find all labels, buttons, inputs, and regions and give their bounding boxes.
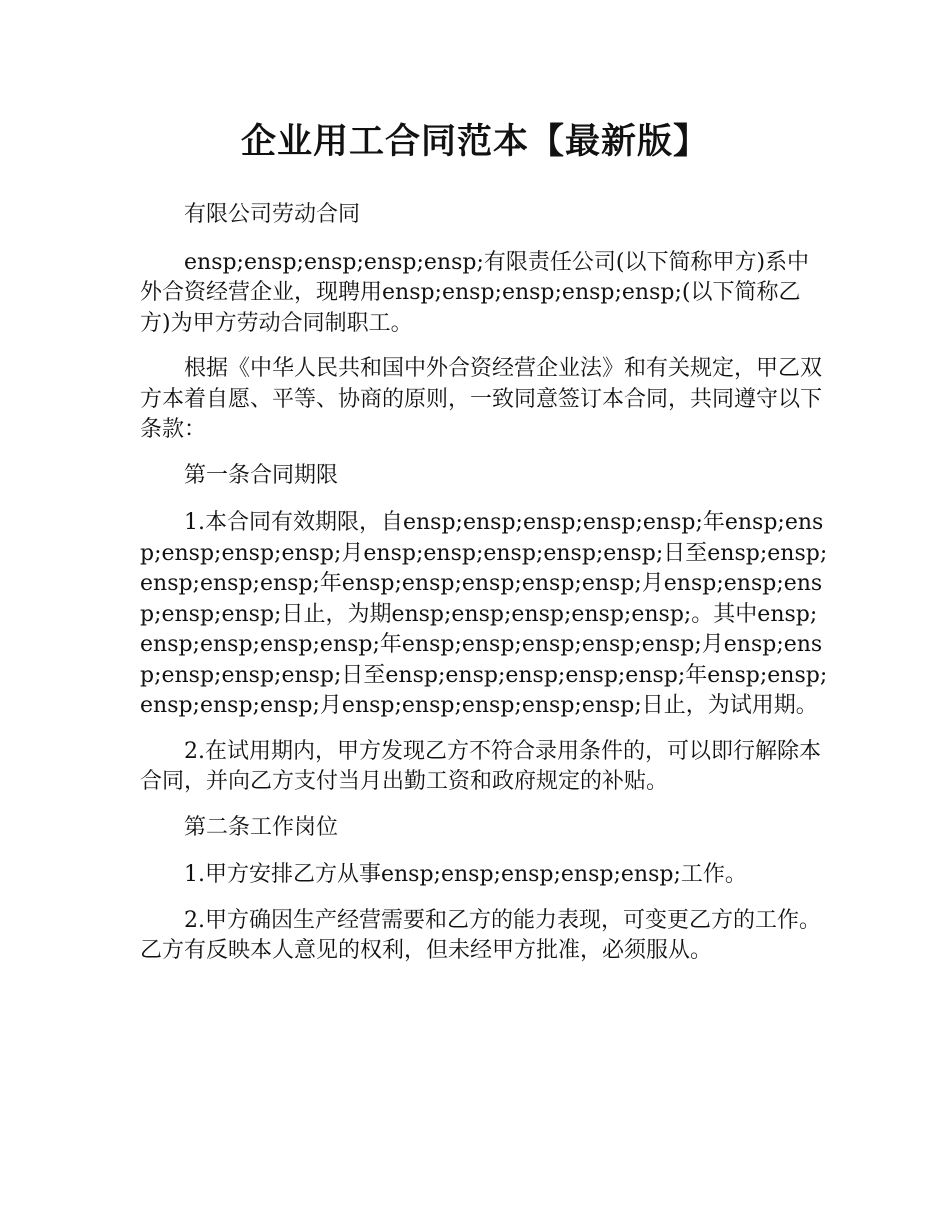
heading-article-1: 第一条合同期限 [184,462,339,488]
paragraph-probation: 2.在试用期内，甲方发现乙方不符合录用条件的，可以即行解除本合同，并向乙方支付当月出勤工资和政府规定的补贴。 [140,738,821,794]
paragraph-company-contract: 有限公司劳动合同 [184,202,361,227]
paragraph-job-change: 2.甲方确因生产经营需要和乙方的能力表现，可变更乙方的工作。乙方有反映本人意见的权利，但未经甲方批准，必须服从。 [140,907,821,963]
document-title: 企业用工合同范本【最新版】 [240,122,709,162]
paragraph-parties: ensp;ensp;ensp;ensp;ensp;有限责任公司(以下简称甲方)系中外合资经营企业，现聘用ensp;ensp;ensp;ensp;ensp;(以下简称乙方)为甲方劳动合同制职工。 [140,249,810,336]
paragraph-job-assignment: 1.甲方安排乙方从事ensp;ensp;ensp;ensp;ensp;工作。 [184,862,747,887]
document-body [140,200,830,982]
heading-article-2: 第二条工作岗位 [184,814,339,840]
paragraph-legal-basis: 根据《中华人民共和国中外合资经营企业法》和有关规定，甲乙双方本着自愿、平等、协商的原则，一致同意签订本合同，共同遵守以下条款： [140,356,823,442]
paragraph-contract-term: 1.本合同有效期限，自ensp;ensp;ensp;ensp;ensp;年ensp;ensp;ensp;ensp;ensp;月ensp;ensp;ensp;ensp;ensp;日至ensp;ensp;ensp;ensp;ensp;年ensp;ensp;ensp;ensp;ensp;月ensp;ensp;ensp;ensp;ensp;日止，为期ensp;ensp;ensp;ensp;ensp;。其中ensp;ensp;ensp;ensp;ensp;年ensp;ensp;ensp;ensp;ensp;月ensp;ensp;ensp;ensp;ensp;日至ensp;ensp;ensp;ensp;ensp;年ensp;ensp;ensp;ensp;ensp;月ensp;ensp;ensp;ensp;ensp;日止，为试用期。 [140,510,828,718]
